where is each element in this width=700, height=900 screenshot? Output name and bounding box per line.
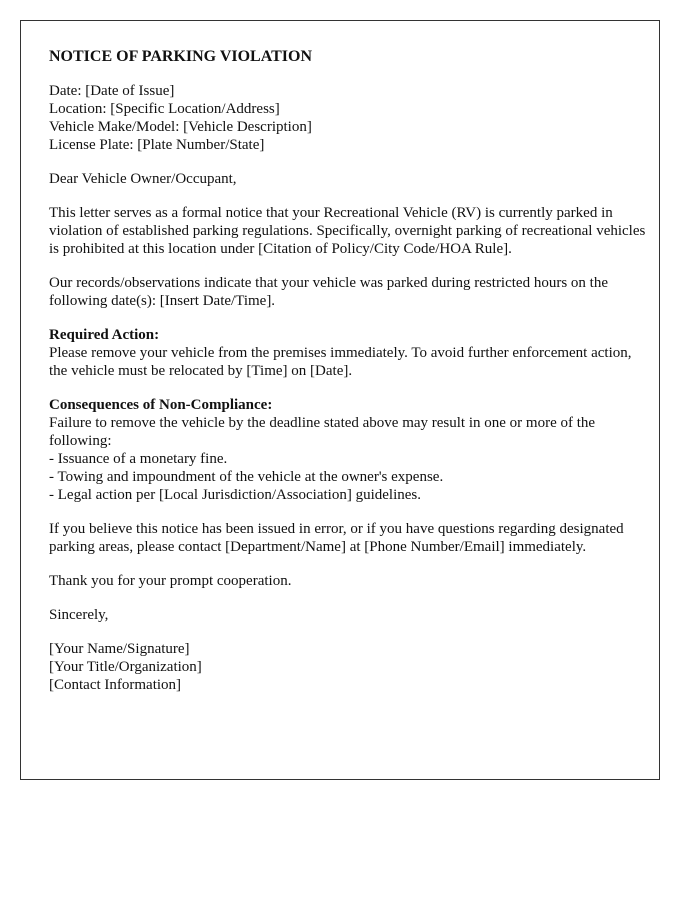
signature-name: [Your Name/Signature]: [49, 641, 190, 657]
consequence-item: - Towing and impoundment of the vehicle at the owner's expense.: [49, 469, 444, 485]
signature-title: [Your Title/Organization]: [49, 659, 202, 675]
paragraph-contact: If you believe this notice has been issued in error, or if you have questions regarding designated parking areas, please contact [Department/Name] at [Phone Number/Email] immediately.: [49, 521, 624, 555]
detail-plate: License Plate: [Plate Number/State]: [49, 137, 265, 153]
salutation: Dear Vehicle Owner/Occupant,: [49, 171, 237, 187]
notice-title: NOTICE OF PARKING VIOLATION: [49, 48, 312, 65]
vehicle-details: [49, 82, 649, 154]
detail-date: Date: [Date of Issue]: [49, 83, 175, 99]
required-action-heading: Required Action:: [49, 327, 160, 343]
paragraph-violation: This letter serves as a formal notice that your Recreational Vehicle (RV) is currently parked in violation of established parking regulations. Specifically, overnight parking of recreational vehicles is prohibited at this location under [Citation of Policy/City Code/HOA Rule].: [49, 205, 646, 257]
consequences-heading: Consequences of Non-Compliance:: [49, 397, 273, 413]
detail-vehicle: Vehicle Make/Model: [Vehicle Description]: [49, 119, 312, 135]
consequences-text: Failure to remove the vehicle by the deadline stated above may result in one or more of the following:: [49, 415, 596, 449]
signature-contact: [Contact Information]: [49, 677, 182, 693]
required-action-text: Please remove your vehicle from the premises immediately. To avoid further enforcement action, the vehicle must be relocated by [Time] on [Date].: [49, 345, 632, 379]
consequence-item: - Legal action per [Local Jurisdiction/Association] guidelines.: [49, 487, 421, 503]
required-action-section: [49, 326, 649, 380]
signature-block: [49, 640, 649, 694]
paragraph-records: Our records/observations indicate that your vehicle was parked during restricted hours on the following date(s): [Insert Date/Time].: [49, 275, 608, 309]
consequences-section: [49, 396, 649, 504]
thanks-line: Thank you for your prompt cooperation.: [49, 573, 292, 589]
notice-page: [20, 20, 660, 780]
closing: Sincerely,: [49, 607, 109, 623]
consequence-item: - Issuance of a monetary fine.: [49, 451, 228, 467]
notice-content: [49, 47, 649, 710]
detail-location: Location: [Specific Location/Address]: [49, 101, 280, 117]
